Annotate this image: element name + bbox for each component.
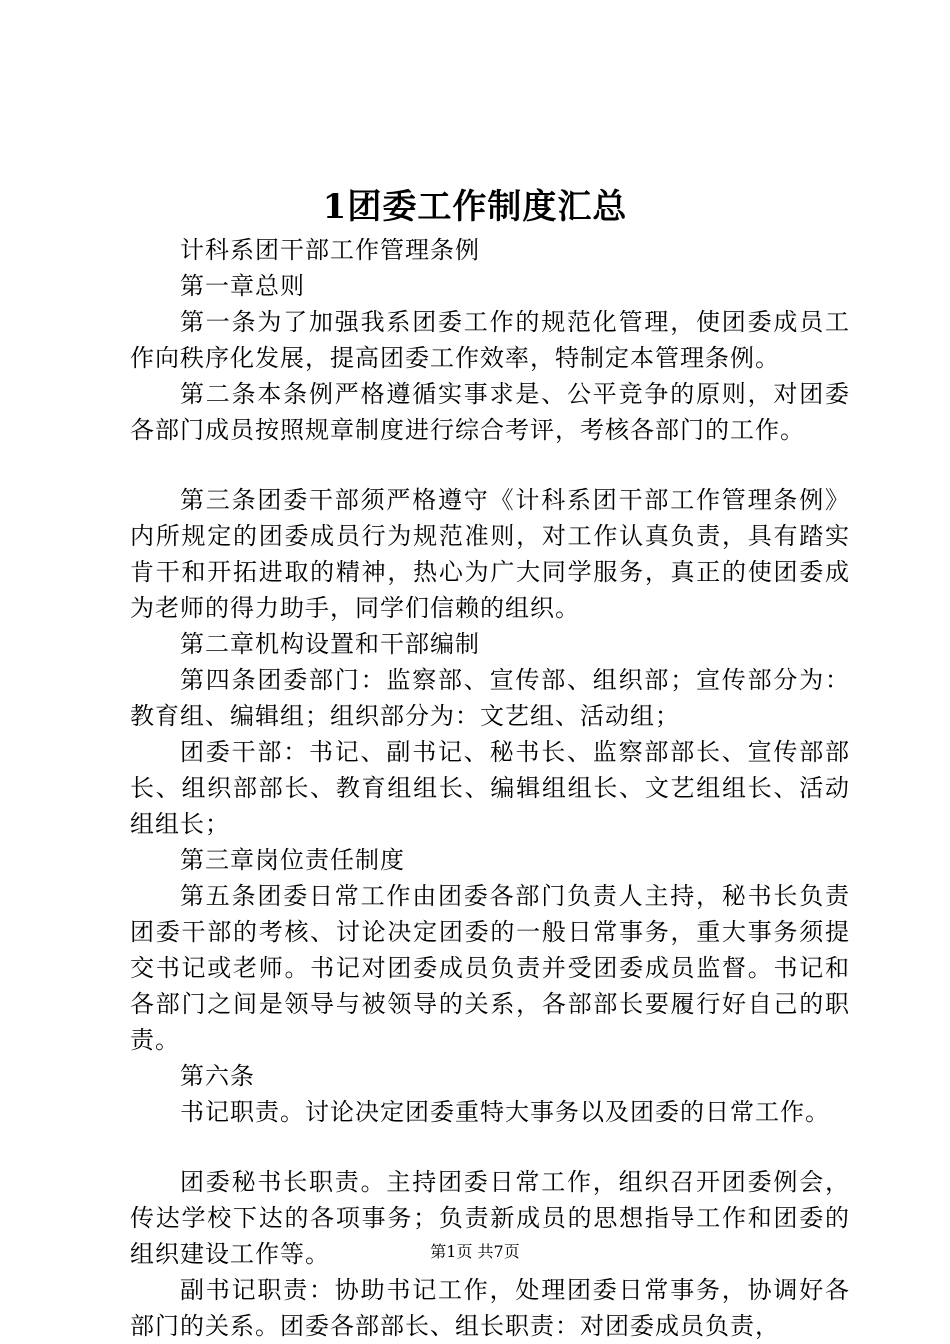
paragraph-subtitle: 计科系团干部工作管理条例 (180, 236, 480, 264)
chapter-heading-1: 第一章总则 (180, 272, 305, 300)
deputy-secretary-duties: 副书记职责：协助书记工作，处理团委日常事务，协调好各部门的关系。团委各部部长、组长职责：对团委成员负责， (130, 1276, 850, 1340)
article-5: 第五条团委日常工作由团委各部门负责人主持，秘书长负责团委干部的考核、讨论决定团委的一般日常事务，重大事务须提交书记或老师。书记对团委成员负责并受团委成员监督。书记和各部门之间是领导与被领导的关系，各部部长要履行好自己的职责。 (130, 882, 850, 1054)
secretary-duties: 书记职责。讨论决定团委重特大事务以及团委的日常工作。 (180, 1098, 830, 1126)
document-title: 1团委工作制度汇总 (322, 187, 628, 227)
article-2: 第二条本条例严格遵循实事求是、公平竞争的原则，对团委各部门成员按照规章制度进行综合考评，考核各部门的工作。 (130, 380, 850, 444)
chapter-heading-2: 第二章机构设置和干部编制 (180, 630, 480, 658)
cadre-list: 团委干部：书记、副书记、秘书长、监察部部长、宣传部部长、组织部部长、教育组组长、编辑组组长、文艺组组长、活动组组长； (130, 738, 850, 838)
document-body (130, 232, 850, 1344)
article-6-heading: 第六条 (180, 1062, 255, 1090)
article-4: 第四条团委部门：监察部、宣传部、组织部；宣传部分为：教育组、编辑组；组织部分为：文艺组、活动组； (130, 666, 850, 730)
article-1: 第一条为了加强我系团委工作的规范化管理，使团委成员工作向秩序化发展，提高团委工作效率，特制定本管理条例。 (130, 308, 850, 372)
article-3: 第三条团委干部须严格遵守《计科系团干部工作管理条例》内所规定的团委成员行为规范准则，对工作认真负责，具有踏实肯干和开拓进取的精神，热心为广大同学服务，真正的使团委成为老师的得力助手，同学们信赖的组织。 (130, 486, 850, 622)
page-footer: 第1页 共7页 (430, 1242, 520, 1261)
secretary-general-duties: 团委秘书长职责。主持团委日常工作，组织召开团委例会，传达学校下达的各项事务；负责新成员的思想指导工作和团委的组织建设工作等。 (130, 1168, 850, 1268)
chapter-heading-3: 第三章岗位责任制度 (180, 846, 405, 874)
